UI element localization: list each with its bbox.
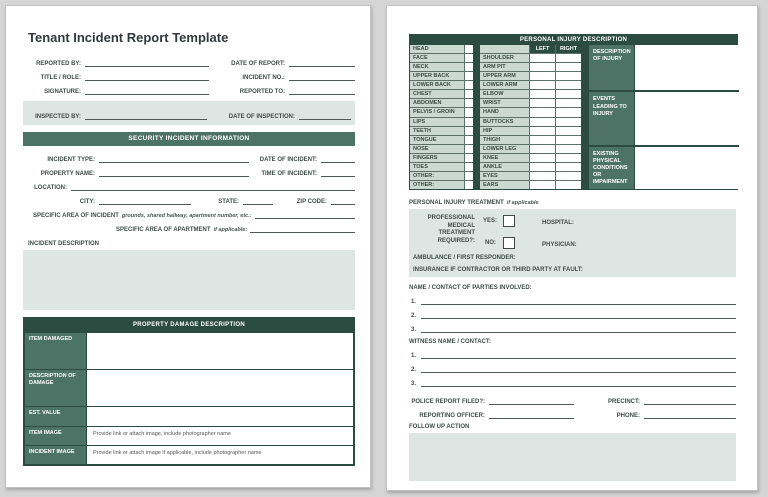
party-line-row xyxy=(409,305,736,319)
phone-label: PHONE: xyxy=(616,413,640,419)
property-name-label: PROPERTY NAME: xyxy=(40,171,95,177)
no-label: NO: xyxy=(485,240,496,246)
right-checkbox[interactable] xyxy=(555,163,581,171)
events-leading-to-injury-label: EVENTS LEADING TO INJURY xyxy=(589,92,634,146)
table-row xyxy=(25,445,353,464)
events-leading-to-injury-field[interactable] xyxy=(634,92,739,146)
body-part-checkbox[interactable] xyxy=(464,108,473,116)
report-header-row xyxy=(23,81,355,95)
security-row xyxy=(23,177,355,191)
body-part-checkbox[interactable] xyxy=(464,181,473,189)
page-2 xyxy=(386,5,758,491)
left-checkbox[interactable] xyxy=(529,108,555,116)
body-part-checkbox[interactable] xyxy=(464,45,473,53)
reported-to-line[interactable] xyxy=(289,87,355,95)
inspected-by-line[interactable] xyxy=(85,112,207,120)
body-part-checkbox[interactable] xyxy=(464,136,473,144)
property-damage-header: PROPERTY DAMAGE DESCRIPTION xyxy=(25,319,353,332)
body-part-label: KNEE xyxy=(480,154,529,162)
witness-line[interactable] xyxy=(421,351,736,359)
body-part-label: UPPER ARM xyxy=(480,72,529,80)
state-line[interactable] xyxy=(243,197,273,205)
inspection-band xyxy=(23,101,355,125)
witness-line[interactable] xyxy=(421,379,736,387)
table-row xyxy=(25,332,353,369)
incident-image-label: INCIDENT IMAGE xyxy=(25,446,87,464)
party-line-row xyxy=(409,291,736,305)
date-of-incident-line[interactable] xyxy=(321,155,355,163)
incident-description-label: INCIDENT DESCRIPTION xyxy=(28,241,100,247)
body-part-label: NOSE xyxy=(410,145,464,153)
location-label: LOCATION: xyxy=(34,185,67,191)
phone-line[interactable] xyxy=(644,411,736,419)
date-of-incident-label: DATE OF INCIDENT: xyxy=(259,157,317,163)
medical-treatment-question-label: PROFESSIONAL MEDICAL TREATMENT REQUIRED?: xyxy=(427,215,475,244)
body-part-label: HEAD xyxy=(410,45,464,53)
title-role-label: TITLE / ROLE: xyxy=(40,75,81,81)
reported-to-label: REPORTED TO: xyxy=(239,89,285,95)
right-column-header: RIGHT xyxy=(555,45,581,53)
party-line-row xyxy=(409,319,736,333)
witness-number: 1. xyxy=(411,353,417,359)
party-number: 3. xyxy=(411,327,417,333)
witness-title: WITNESS NAME / CONTACT: xyxy=(409,339,491,345)
ambulance-label: AMBULANCE / FIRST RESPONDER: xyxy=(413,255,516,261)
inspected-by-label: INSPECTED BY: xyxy=(35,114,81,120)
report-header-row xyxy=(23,53,355,67)
item-damaged-cell[interactable] xyxy=(87,333,353,369)
body-part-label: TEETH xyxy=(410,127,464,135)
table-row xyxy=(25,406,353,426)
hospital-label: HOSPITAL: xyxy=(542,220,574,226)
body-part-label: EARS xyxy=(480,181,529,189)
party-number: 2. xyxy=(411,313,417,319)
left-checkbox[interactable] xyxy=(529,154,555,162)
right-checkbox[interactable] xyxy=(555,90,581,98)
city-label: CITY: xyxy=(79,199,95,205)
specific-area-apartment-label: SPECIFIC AREA OF APARTMENT xyxy=(116,227,211,233)
reported-by-line[interactable] xyxy=(85,59,209,67)
date-of-report-line[interactable] xyxy=(289,59,355,67)
time-of-incident-line[interactable] xyxy=(321,169,355,177)
table-separator xyxy=(473,45,480,189)
zip-code-label: ZIP CODE: xyxy=(296,199,327,205)
body-part-checkbox[interactable] xyxy=(464,154,473,162)
body-part-label: LIPS xyxy=(410,118,464,126)
description-of-injury-label: DESCRIPTION OF INJURY xyxy=(589,45,634,92)
body-part-label: LOWER BACK xyxy=(410,81,464,89)
police-row xyxy=(409,391,736,405)
body-part-label: PELVIS / GROIN xyxy=(410,108,464,116)
body-part-checkbox[interactable] xyxy=(464,90,473,98)
est-value-label: EST. VALUE xyxy=(25,407,87,426)
body-part-label: LOWER LEG xyxy=(480,145,529,153)
personal-injury-table xyxy=(409,34,738,190)
signature-label: SIGNATURE: xyxy=(44,89,81,95)
body-part-label: WRIST xyxy=(480,99,529,107)
police-report-line[interactable] xyxy=(489,397,574,405)
body-part-checkbox[interactable] xyxy=(464,72,473,80)
reporting-officer-line[interactable] xyxy=(489,411,574,419)
incident-type-line[interactable] xyxy=(99,155,249,163)
yes-label: YES: xyxy=(483,218,498,224)
body-parts-column-2 xyxy=(480,45,581,189)
security-section-header: SECURITY INCIDENT INFORMATION xyxy=(23,132,355,146)
body-part-checkbox[interactable] xyxy=(464,63,473,71)
right-checkbox[interactable] xyxy=(555,118,581,126)
no-checkbox[interactable] xyxy=(503,237,515,249)
table-row xyxy=(25,369,353,406)
follow-up-action-box[interactable] xyxy=(409,433,736,481)
right-checkbox[interactable] xyxy=(555,63,581,71)
right-checkbox[interactable] xyxy=(555,127,581,135)
right-checkbox[interactable] xyxy=(555,99,581,107)
left-checkbox[interactable] xyxy=(529,99,555,107)
incident-no-label: INCIDENT NO.: xyxy=(242,75,285,81)
security-row xyxy=(23,149,355,163)
body-part-checkbox[interactable] xyxy=(464,99,473,107)
left-checkbox[interactable] xyxy=(529,118,555,126)
party-line[interactable] xyxy=(421,297,736,305)
insurance-label: INSURANCE IF CONTRACTOR OR THIRD PARTY AT FAULT: xyxy=(413,267,583,273)
precinct-label: PRECINCT: xyxy=(607,399,640,405)
parties-involved-title: NAME / CONTACT OF PARTIES INVOLVED: xyxy=(409,285,532,291)
zip-code-line[interactable] xyxy=(331,197,355,205)
body-part-label: UPPER BACK xyxy=(410,72,464,80)
time-of-incident-label: TIME OF INCIDENT: xyxy=(261,171,317,177)
security-row xyxy=(23,163,355,177)
body-part-label: TOES xyxy=(410,163,464,171)
report-header-row xyxy=(23,67,355,81)
body-part-checkbox[interactable] xyxy=(464,163,473,171)
body-part-label: FINGERS xyxy=(410,154,464,162)
body-part-label: NECK xyxy=(410,63,464,71)
property-name-line[interactable] xyxy=(99,169,249,177)
existing-conditions-label: EXISTING PHYSICAL CONDITIONS OR IMPAIRMENT xyxy=(589,147,634,189)
item-damaged-label: ITEM DAMAGED xyxy=(25,333,87,369)
description-of-injury-field[interactable] xyxy=(634,45,739,92)
body-part-label: THIGH xyxy=(480,136,529,144)
body-part-label: HIP xyxy=(480,127,529,135)
title-role-line[interactable] xyxy=(85,73,209,81)
body-part-label: OTHER: xyxy=(410,172,464,180)
reporting-officer-label: REPORTING OFFICER: xyxy=(419,413,485,419)
specific-area-incident-note: grounds, shared hallway, apartment number, etc.: xyxy=(121,213,252,219)
witness-line-row xyxy=(409,345,736,359)
body-part-label: OTHER: xyxy=(410,181,464,189)
treatment-section-title xyxy=(409,200,736,206)
injury-panel-labels xyxy=(589,45,634,189)
injury-panel-fields xyxy=(634,45,739,189)
left-right-header-spacer xyxy=(480,45,529,53)
left-checkbox[interactable] xyxy=(529,181,555,189)
signature-line[interactable] xyxy=(85,87,209,95)
description-of-damage-label: DESCRIPTION OF DAMAGE xyxy=(25,370,87,406)
witness-number: 3. xyxy=(411,381,417,387)
left-checkbox[interactable] xyxy=(529,172,555,180)
body-part-label: ARM PIT xyxy=(480,63,529,71)
party-line[interactable] xyxy=(421,311,736,319)
body-part-checkbox[interactable] xyxy=(464,172,473,180)
right-checkbox[interactable] xyxy=(555,136,581,144)
body-parts-column-1 xyxy=(410,45,473,189)
state-label: STATE: xyxy=(218,199,239,205)
police-report-label: POLICE REPORT FILED?: xyxy=(411,399,485,405)
personal-injury-header: PERSONAL INJURY DESCRIPTION xyxy=(410,35,737,45)
body-part-checkbox[interactable] xyxy=(464,81,473,89)
specific-area-incident-row xyxy=(23,205,355,219)
left-checkbox[interactable] xyxy=(529,90,555,98)
property-damage-table xyxy=(23,317,355,466)
reported-by-label: REPORTED BY: xyxy=(36,61,81,67)
physician-label: PHYSICIAN: xyxy=(542,242,577,248)
officer-row xyxy=(409,405,736,419)
left-checkbox[interactable] xyxy=(529,54,555,62)
table-row xyxy=(25,426,353,445)
treatment-box xyxy=(409,209,736,277)
right-checkbox[interactable] xyxy=(555,72,581,80)
witness-line[interactable] xyxy=(421,365,736,373)
party-line[interactable] xyxy=(421,325,736,333)
body-part-label: BUTTOCKS xyxy=(480,118,529,126)
item-image-label: ITEM IMAGE xyxy=(25,427,87,445)
item-image-cell[interactable]: Provide link or attach image, include photographer name xyxy=(87,427,353,445)
left-checkbox[interactable] xyxy=(529,136,555,144)
right-checkbox[interactable] xyxy=(555,172,581,180)
date-of-inspection-line[interactable] xyxy=(299,112,351,120)
right-checkbox[interactable] xyxy=(555,81,581,89)
body-part-checkbox[interactable] xyxy=(464,118,473,126)
right-checkbox[interactable] xyxy=(555,145,581,153)
body-part-label: HAND xyxy=(480,108,529,116)
specific-area-incident-label: SPECIFIC AREA OF INCIDENT xyxy=(33,213,119,219)
incident-no-line[interactable] xyxy=(289,73,355,81)
city-line[interactable] xyxy=(99,197,191,205)
specific-area-incident-line[interactable] xyxy=(255,211,355,219)
precinct-line[interactable] xyxy=(644,397,736,405)
left-checkbox[interactable] xyxy=(529,163,555,171)
est-value-cell[interactable] xyxy=(87,407,353,426)
date-of-inspection-label: DATE OF INSPECTION: xyxy=(228,114,295,120)
date-of-report-label: DATE OF REPORT: xyxy=(231,61,285,67)
left-checkbox[interactable] xyxy=(529,63,555,71)
left-column-header: LEFT xyxy=(529,45,555,53)
body-part-label: ANKLE xyxy=(480,163,529,171)
specific-area-apartment-line[interactable] xyxy=(250,225,355,233)
body-part-label: FACE xyxy=(410,54,464,62)
body-part-label: TONGUE xyxy=(410,136,464,144)
body-part-checkbox[interactable] xyxy=(464,127,473,135)
left-checkbox[interactable] xyxy=(529,145,555,153)
witness-number: 2. xyxy=(411,367,417,373)
location-line[interactable] xyxy=(71,183,355,191)
party-number: 1. xyxy=(411,299,417,305)
body-part-checkbox[interactable] xyxy=(464,145,473,153)
witness-line-row xyxy=(409,373,736,387)
page-1 xyxy=(5,5,371,488)
security-row xyxy=(23,191,355,205)
specific-area-apartment-row xyxy=(23,219,355,233)
existing-conditions-field[interactable] xyxy=(634,147,739,189)
right-checkbox[interactable] xyxy=(555,108,581,116)
treatment-title-note: if applicable xyxy=(506,200,539,206)
treatment-title-label: PERSONAL INJURY TREATMENT xyxy=(409,200,504,206)
incident-description-box[interactable] xyxy=(23,250,355,310)
body-part-label: EYES xyxy=(480,172,529,180)
description-of-damage-cell[interactable] xyxy=(87,370,353,406)
body-part-label: SHOULDER xyxy=(480,54,529,62)
incident-type-label: INCIDENT TYPE: xyxy=(47,157,95,163)
left-checkbox[interactable] xyxy=(529,127,555,135)
follow-up-action-label: FOLLOW UP ACTION xyxy=(409,424,470,430)
right-checkbox[interactable] xyxy=(555,181,581,189)
table-separator xyxy=(581,45,589,189)
witness-line-row xyxy=(409,359,736,373)
body-part-label: CHEST xyxy=(410,90,464,98)
body-part-label: ELBOW xyxy=(480,90,529,98)
body-part-checkbox[interactable] xyxy=(464,54,473,62)
body-part-label: ABDOMEN xyxy=(410,99,464,107)
left-checkbox[interactable] xyxy=(529,81,555,89)
right-checkbox[interactable] xyxy=(555,154,581,162)
right-checkbox[interactable] xyxy=(555,54,581,62)
body-part-label: LOWER ARM xyxy=(480,81,529,89)
left-checkbox[interactable] xyxy=(529,72,555,80)
yes-checkbox[interactable] xyxy=(503,215,515,227)
page-title: Tenant Incident Report Template xyxy=(28,30,229,45)
incident-image-cell[interactable]: Provide link or attach image if applicable, include photographer name xyxy=(87,446,353,464)
specific-area-apartment-note: if applicable: xyxy=(213,227,248,233)
